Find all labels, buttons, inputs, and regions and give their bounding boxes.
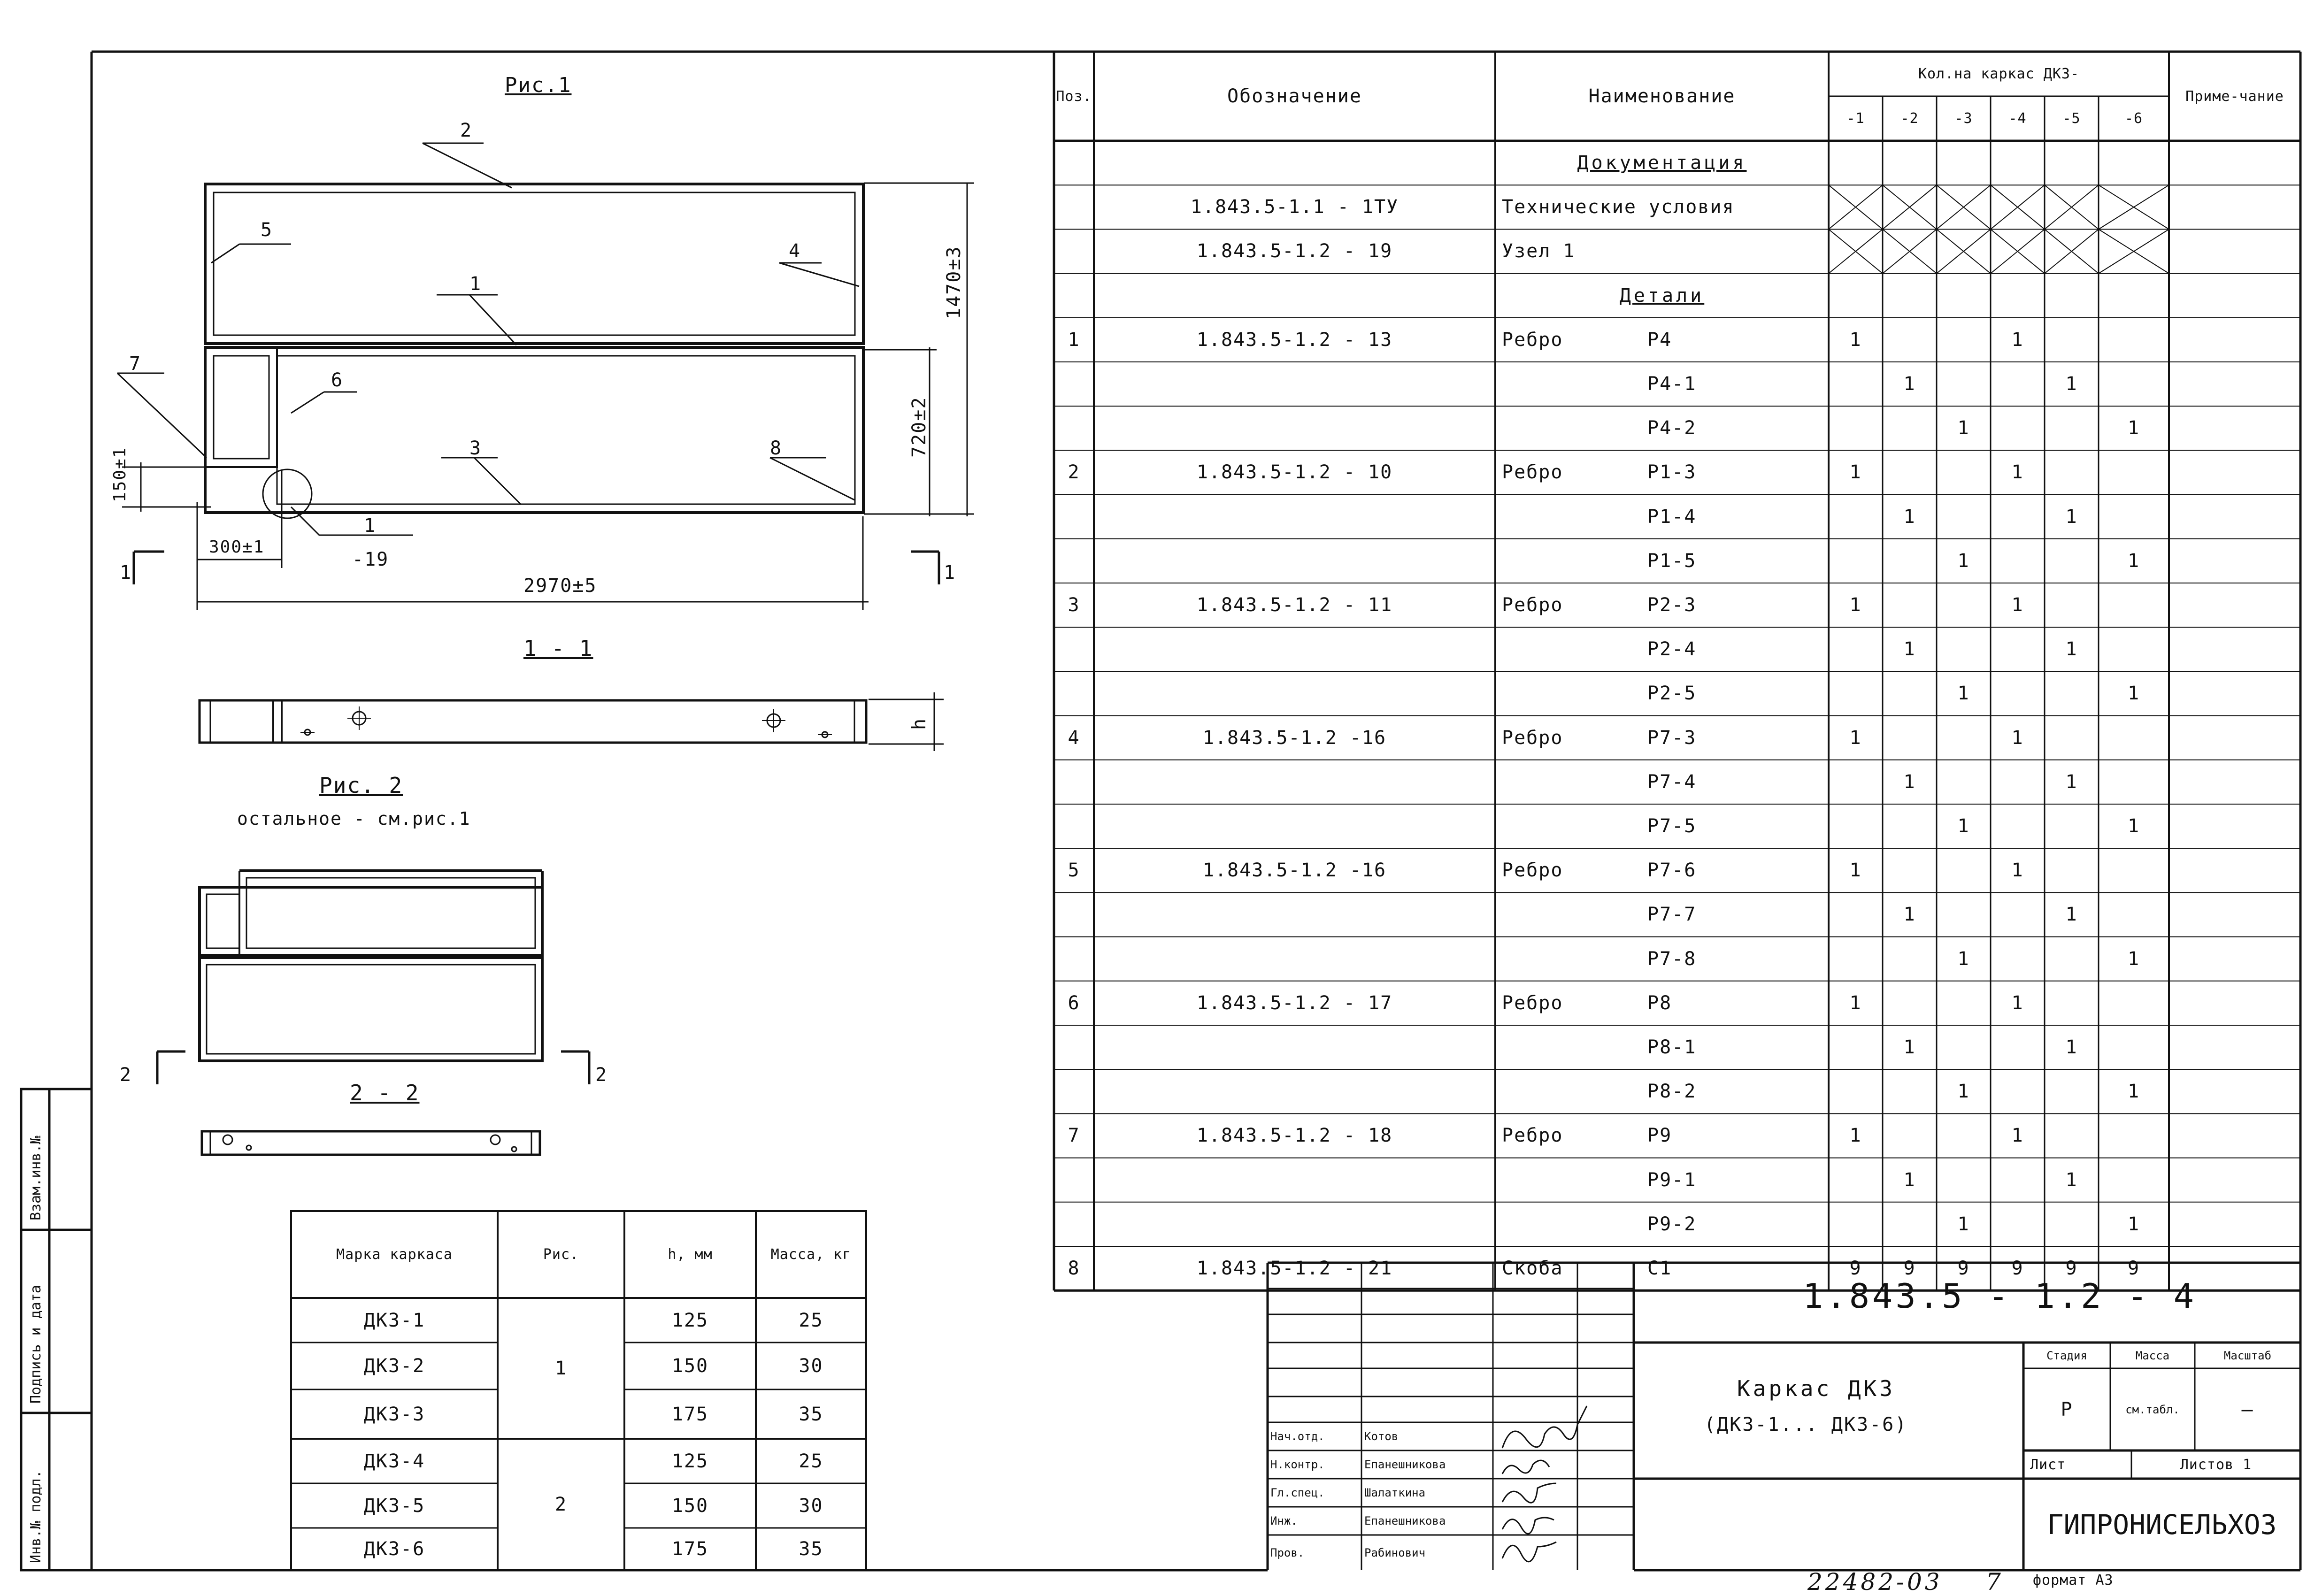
section-mark-1-left: 1: [120, 562, 132, 583]
spec-subname: С1: [1647, 1258, 1672, 1280]
stamp-mass: см.табл.: [2125, 1403, 2180, 1416]
spec-qty: 9: [1903, 1258, 1916, 1280]
marks-h: 125: [671, 1450, 709, 1472]
spec-qty: 1: [1849, 594, 1862, 616]
spec-designation: 1.843.5-1.2 -16: [1202, 859, 1387, 882]
stamp-person: Епанешникова: [1364, 1458, 1446, 1471]
marks-mass: 35: [799, 1403, 823, 1425]
callout-6: 6: [331, 369, 344, 391]
spec-qty: 1: [1903, 771, 1916, 793]
spec-designation: 1.843.5-1.2 - 13: [1196, 329, 1393, 351]
spec-pos: 1: [1068, 329, 1080, 351]
stamp-org: ГИПРОНИСЕЛЬХОЗ: [2047, 1508, 2277, 1541]
spec-subname: Р7-4: [1647, 771, 1697, 793]
spec-qty: 9: [2011, 1258, 2024, 1280]
spec-pos: 3: [1068, 594, 1080, 616]
spec-qty: 1: [2065, 904, 2078, 926]
spec-qty: 9: [1849, 1258, 1862, 1280]
spec-qty: 1: [1849, 1125, 1862, 1147]
spec-qty: 1: [1903, 1169, 1916, 1191]
stamp-person: Епанешникова: [1364, 1514, 1446, 1527]
stamp-title-2: (ДК3-1... ДК3-6): [1704, 1414, 1908, 1435]
spec-name: Ребро: [1502, 461, 1563, 483]
marks-mass: 25: [799, 1450, 823, 1472]
spec-designation: 1.843.5-1.2 - 21: [1196, 1258, 1393, 1280]
marks-mark: ДК3-2: [363, 1355, 425, 1377]
spec-header-qty-2: -2: [1900, 110, 1919, 127]
spec-designation: 1.843.5-1.2 - 17: [1196, 992, 1393, 1014]
dim-height-total: 1470±3: [943, 246, 965, 319]
spec-qty: 1: [1957, 1081, 1970, 1103]
spec-qty: 1: [2065, 373, 2078, 395]
marks-fig: 1: [554, 1358, 568, 1379]
spec-qty: 1: [2127, 683, 2140, 705]
spec-section-title: Детали: [1619, 284, 1705, 307]
spec-name: Технические условия: [1502, 196, 1735, 218]
stamp-person: Рабинович: [1364, 1546, 1426, 1559]
marks-h: 150: [671, 1495, 709, 1517]
spec-qty: 1: [1849, 992, 1862, 1014]
spec-subname: Р7-5: [1647, 815, 1697, 837]
stamp-sheet-label: Лист: [2030, 1456, 2066, 1473]
spec-header-name: Наименование: [1588, 85, 1736, 107]
section-1-1-title: 1 - 1: [523, 636, 593, 661]
spec-subname: Р8-2: [1647, 1081, 1697, 1103]
dim-height-lower: 720±2: [908, 396, 930, 458]
callout-3: 3: [469, 437, 482, 459]
section-mark-1-right: 1: [944, 562, 956, 583]
stamp-scale-label: Масштаб: [2223, 1349, 2272, 1362]
spec-header-qty-4: -4: [2008, 110, 2027, 127]
stamp-role: Инж.: [1270, 1514, 1298, 1527]
marks-mark: ДК3-1: [363, 1309, 425, 1331]
footer-format: формат А3: [2033, 1572, 2114, 1588]
section-mark-2-left: 2: [120, 1064, 132, 1086]
spec-qty: 1: [2065, 771, 2078, 793]
stamp-person: Шалаткина: [1364, 1486, 1426, 1499]
node-ref-top: 1: [364, 515, 377, 537]
spec-subname: Р4-1: [1647, 373, 1697, 395]
spec-subname: Р9-2: [1647, 1213, 1697, 1235]
section-mark-2-right: 2: [595, 1064, 608, 1086]
stamp-title-1: Каркас ДК3: [1737, 1376, 1895, 1401]
spec-qty: 1: [2011, 859, 2024, 882]
spec-qty: 1: [1957, 683, 1970, 705]
spec-qty: 1: [2065, 638, 2078, 660]
spec-pos: 6: [1068, 992, 1080, 1014]
stamp-scale: —: [2241, 1398, 2254, 1420]
side-stamp-sign: Подпись и дата: [28, 1285, 44, 1404]
spec-name: Узел 1: [1502, 240, 1576, 262]
spec-name: Скоба: [1502, 1258, 1563, 1280]
spec-qty: 9: [2127, 1258, 2140, 1280]
dim-h: h: [908, 717, 930, 730]
spec-qty: 1: [2011, 329, 2024, 351]
spec-qty: 1: [2127, 815, 2140, 837]
spec-name: Ребро: [1502, 329, 1563, 351]
spec-subname: Р4: [1647, 329, 1672, 351]
spec-qty: 1: [2127, 948, 2140, 970]
stamp-stage: Р: [2061, 1398, 2073, 1420]
spec-subname: Р2-3: [1647, 594, 1697, 616]
spec-subname: Р7-3: [1647, 727, 1697, 749]
marks-h: 125: [671, 1309, 709, 1331]
marks-header-mass: Масса, кг: [770, 1246, 852, 1263]
spec-qty: 1: [2127, 1213, 2140, 1235]
dim-offset-x: 300±1: [209, 537, 265, 557]
fig2-title: Рис. 2: [319, 773, 403, 798]
side-stamp-inv: Инв.№ подл.: [28, 1470, 44, 1563]
marks-h: 175: [671, 1538, 709, 1560]
spec-pos: 8: [1068, 1258, 1080, 1280]
callout-5: 5: [261, 219, 273, 241]
fig2-note: остальное - см.рис.1: [237, 808, 471, 829]
spec-qty: 1: [2127, 417, 2140, 439]
marks-h: 150: [671, 1355, 709, 1377]
spec-header-pos: Поз.: [1056, 88, 1092, 105]
spec-qty: 1: [1957, 1213, 1970, 1235]
spec-header-qty-3: -3: [1954, 110, 1973, 127]
spec-designation: 1.843.5-1.2 - 18: [1196, 1125, 1393, 1147]
spec-qty: 1: [2065, 1169, 2078, 1191]
callout-7: 7: [129, 353, 142, 375]
spec-section-title: Документация: [1577, 152, 1747, 174]
spec-header-qty-6: -6: [2124, 110, 2143, 127]
spec-subname: Р1-5: [1647, 550, 1697, 572]
spec-name: Ребро: [1502, 1125, 1563, 1147]
spec-subname: Р8: [1647, 992, 1672, 1014]
spec-designation: 1.843.5-1.2 - 10: [1196, 461, 1393, 483]
spec-qty: 1: [2011, 461, 2024, 483]
stamp-mass-label: Масса: [2135, 1349, 2170, 1362]
spec-qty: 1: [1849, 461, 1862, 483]
spec-header-qty-group: Кол.на каркас ДК3-: [1918, 66, 2080, 82]
spec-subname: Р2-4: [1647, 638, 1697, 660]
marks-mass: 35: [799, 1538, 823, 1560]
spec-subname: Р8-1: [1647, 1036, 1697, 1059]
spec-qty: 1: [2065, 1036, 2078, 1059]
spec-qty: 1: [2011, 727, 2024, 749]
marks-mass: 30: [799, 1355, 823, 1377]
marks-h: 175: [671, 1403, 709, 1425]
marks-mark: ДК3-4: [363, 1450, 425, 1472]
spec-name: Ребро: [1502, 859, 1563, 882]
spec-qty: 1: [1957, 550, 1970, 572]
spec-qty: 1: [1903, 638, 1916, 660]
stamp-code: 1.843.5 - 1.2 - 4: [1803, 1276, 2197, 1316]
dim-offset-y: 150±1: [110, 446, 130, 502]
stamp-stage-label: Стадия: [2046, 1349, 2087, 1362]
spec-qty: 1: [2065, 506, 2078, 528]
marks-mark: ДК3-3: [363, 1403, 425, 1425]
spec-subname: Р7-7: [1647, 904, 1697, 926]
marks-mark: ДК3-5: [363, 1495, 425, 1517]
spec-subname: Р7-6: [1647, 859, 1697, 882]
fig1-title: Рис.1: [505, 73, 572, 97]
spec-subname: Р1-4: [1647, 506, 1697, 528]
spec-qty: 1: [1903, 1036, 1916, 1059]
spec-qty: 1: [2011, 992, 2024, 1014]
spec-pos: 4: [1068, 727, 1080, 749]
spec-qty: 1: [1957, 815, 1970, 837]
spec-subname: Р9: [1647, 1125, 1672, 1147]
section-2-2-title: 2 - 2: [350, 1080, 420, 1105]
stamp-person: Котов: [1364, 1430, 1399, 1443]
stamp-role: Нач.отд.: [1270, 1430, 1325, 1443]
marks-header-fig: Рис.: [543, 1246, 579, 1263]
spec-subname: Р9-1: [1647, 1169, 1697, 1191]
marks-mark: ДК3-6: [363, 1538, 425, 1560]
spec-qty: 1: [1957, 948, 1970, 970]
signatures: [1502, 1406, 1587, 1562]
stamp-role: Гл.спец.: [1270, 1486, 1325, 1499]
callout-1: 1: [469, 273, 482, 295]
spec-qty: 1: [1957, 417, 1970, 439]
callout-4: 4: [789, 240, 801, 262]
spec-designation: 1.843.5-1.2 - 11: [1196, 594, 1393, 616]
spec-qty: 1: [2011, 1125, 2024, 1147]
spec-pos: 2: [1068, 461, 1080, 483]
spec-name: Ребро: [1502, 727, 1563, 749]
marks-mass: 25: [799, 1309, 823, 1331]
spec-qty: 1: [2127, 550, 2140, 572]
spec-pos: 5: [1068, 859, 1080, 882]
spec-qty: 9: [1957, 1258, 1970, 1280]
dim-width: 2970±5: [523, 575, 597, 597]
footer-sheet: 7: [1986, 1568, 2002, 1596]
spec-header-qty-5: -5: [2062, 110, 2081, 127]
node-ref-bottom: -19: [352, 549, 389, 570]
spec-header-note: Приме-чание: [2185, 88, 2284, 105]
callout-2: 2: [460, 120, 473, 141]
spec-designation: 1.843.5-1.2 -16: [1202, 727, 1387, 749]
spec-subname: Р7-8: [1647, 948, 1697, 970]
spec-designation: 1.843.5-1.1 - 1ТУ: [1190, 196, 1399, 218]
spec-subname: Р4-2: [1647, 417, 1697, 439]
spec-subname: Р2-5: [1647, 683, 1697, 705]
marks-header-h: h, мм: [668, 1246, 713, 1263]
spec-name: Ребро: [1502, 992, 1563, 1014]
spec-qty: 1: [2011, 594, 2024, 616]
callout-8: 8: [770, 437, 783, 459]
stamp-sheets-label: Листов 1: [2180, 1456, 2252, 1473]
spec-qty: 1: [1903, 373, 1916, 395]
spec-header-qty-1: -1: [1846, 110, 1865, 127]
spec-pos: 7: [1068, 1125, 1080, 1147]
marks-fig: 2: [554, 1494, 568, 1515]
spec-qty: 1: [1849, 859, 1862, 882]
marks-mass: 30: [799, 1495, 823, 1517]
spec-qty: 1: [1903, 506, 1916, 528]
stamp-role: Н.контр.: [1270, 1458, 1325, 1471]
spec-qty: 1: [1849, 329, 1862, 351]
stamp-role: Пров.: [1270, 1546, 1305, 1559]
footer-number: 22482-03: [1807, 1568, 1943, 1596]
spec-designation: 1.843.5-1.2 - 19: [1196, 240, 1393, 262]
spec-qty: 1: [1903, 904, 1916, 926]
marks-header-mark: Марка каркаса: [336, 1246, 453, 1263]
spec-qty: 9: [2065, 1258, 2078, 1280]
side-stamp-replace: Взам.инв.№: [28, 1136, 44, 1220]
spec-name: Ребро: [1502, 594, 1563, 616]
spec-subname: Р1-3: [1647, 461, 1697, 483]
spec-header-designation: Обозначение: [1227, 85, 1362, 107]
spec-qty: 1: [2127, 1081, 2140, 1103]
spec-qty: 1: [1849, 727, 1862, 749]
